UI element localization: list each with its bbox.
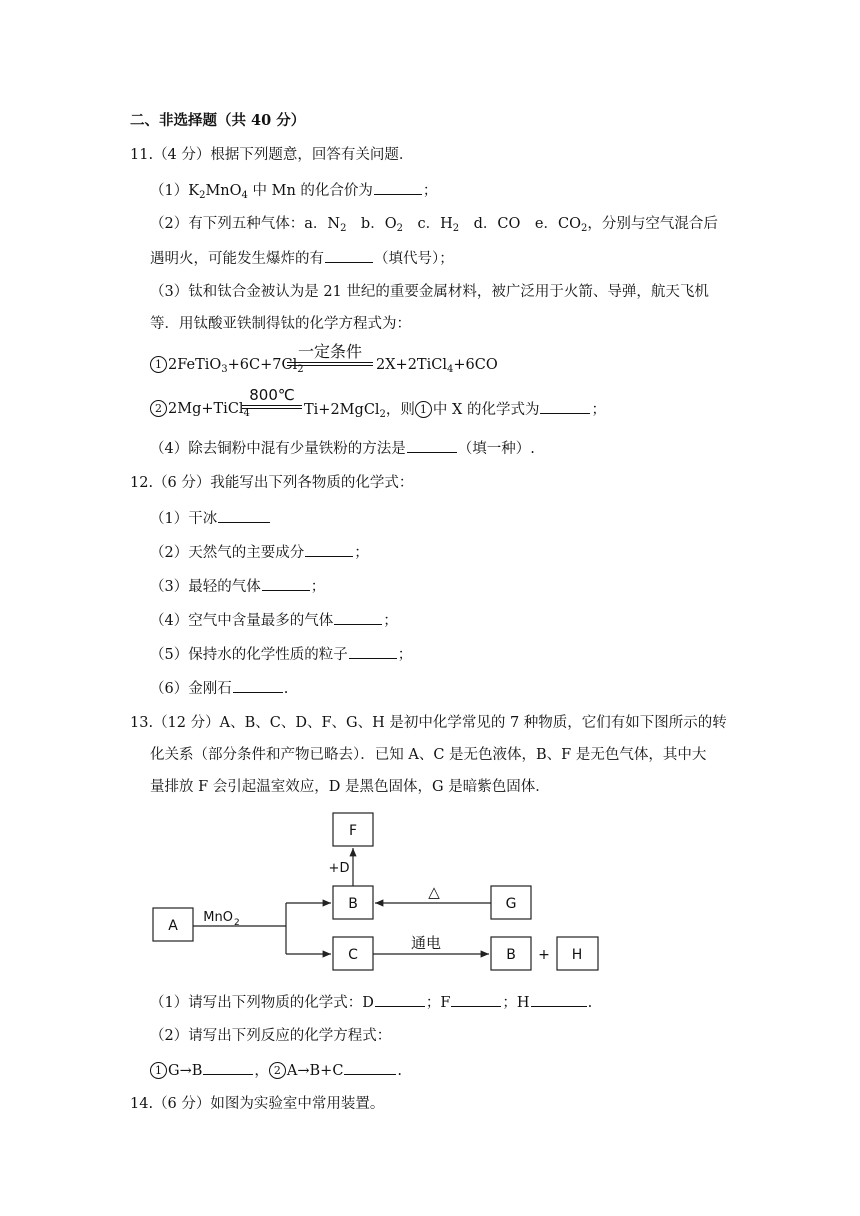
q12-item: （2）天然气的主要成分 ； <box>150 542 369 563</box>
label-electrolysis: 通电 <box>410 934 442 952</box>
box-h-label: H <box>571 947 583 963</box>
q13-number: 13. <box>130 715 154 731</box>
circled-number: 2 <box>150 400 167 417</box>
box-c-label: C <box>348 947 358 963</box>
label-mno2-sub: 2 <box>234 918 240 928</box>
circled-number: 1 <box>150 356 167 373</box>
circled-number: 2 <box>269 1062 286 1079</box>
q12-item: （3）最轻的气体 ； <box>150 576 325 597</box>
answer-blank[interactable] <box>344 1060 396 1075</box>
q13-stem-line3: 量排放 F 会引起温室效应，D 是黑色固体，G 是暗紫色固体． <box>150 779 550 795</box>
equation-1-right: 2X+2TiCl$_4$+6CO <box>376 357 498 375</box>
box-g-label: G <box>505 896 517 912</box>
q14-number: 14. <box>130 1096 154 1112</box>
q13-sub2-equations: 1 G→B ， 2 A→B+C . <box>150 1060 402 1081</box>
q11-part2-line2: 遇明火，可能发生爆炸的有 （填代号）； <box>150 248 454 269</box>
answer-blank[interactable] <box>375 992 425 1007</box>
equation-2: 2 2Mg+TiCl$_4$ <box>150 399 250 419</box>
q11-part3-line1: （3）钛和钛合金被认为是 21 世纪的重要金属材料，被广泛用于火箭、导弹，航天飞机 <box>150 284 709 300</box>
label-delta: △ <box>428 883 440 901</box>
q12-text: 我能写出下列各物质的化学式： <box>210 475 414 491</box>
q11-number: 11. <box>130 147 154 163</box>
q13-sub1: （1）请写出下列物质的化学式：D ；F ；H . <box>150 992 592 1013</box>
q14-score: （6 分） <box>153 1096 211 1112</box>
equation-1: 1 $2FeTiO_3+6C+7Cl_2$ <box>150 355 304 375</box>
label-plus-d: +D <box>328 861 350 876</box>
answer-blank[interactable] <box>531 992 587 1007</box>
answer-blank[interactable] <box>203 1060 253 1075</box>
q14-text: 如图为实验室中常用装置。 <box>210 1096 385 1112</box>
equation-2-condition: 800℃ <box>249 386 295 404</box>
answer-blank[interactable] <box>451 992 501 1007</box>
q11-part4: （4）除去铜粉中混有少量铁粉的方法是 （填一种）. <box>150 438 535 459</box>
q12-score: （6 分） <box>153 475 211 491</box>
section-title: 二、非选择题（共 40 分） <box>130 112 306 129</box>
q12-item: （4）空气中含量最多的气体 ； <box>150 610 398 631</box>
box-b2-label: B <box>506 947 516 963</box>
q11-score: （4 分） <box>153 147 211 163</box>
label-plus: + <box>538 947 550 963</box>
q11-part2-line1: （2）有下列五种气体：a．$N_2$ b．$O_2$ c．$H_2$ d．CO e．$CO_2$，分别与空气混合后 <box>150 216 718 234</box>
q11-part1: $(1)K_2MnO_4$ 中 Mn 的化合价为 ； <box>150 180 437 201</box>
label-mno2: MnO <box>203 910 233 925</box>
circled-number: 1 <box>415 401 432 418</box>
q12-item: （6）金刚石 . <box>150 678 288 699</box>
box-b-label: B <box>348 896 358 912</box>
q13-sub2: （2）请写出下列反应的化学方程式： <box>150 1028 392 1044</box>
circled-number: 1 <box>150 1062 167 1079</box>
q13-stem-line2: 化关系（部分条件和产物已略去）．已知 A、C 是无色液体，B、F 是无色气体，其中大 <box>150 747 707 763</box>
equation-1-condition: 一定条件 <box>297 342 362 361</box>
q14-stem <box>130 1094 384 1114</box>
box-a-label: A <box>168 918 178 934</box>
q12-item: （5）保持水的化学性质的粒子 ； <box>150 644 412 665</box>
q13-score: （12 分） <box>153 715 220 731</box>
q11-part3-line2: 等．用钛酸亚铁制得钛的化学方程式为： <box>150 316 411 332</box>
q12-number: 12. <box>130 475 154 491</box>
q12-item: （1）干冰 <box>150 508 271 529</box>
q13-stem-line1: 13.（12 分）A、B、C、D、F、G、H 是初中化学常见的 7 种物质，它们有如下图所示的转 <box>130 715 727 731</box>
box-f-label: F <box>348 823 358 839</box>
equation-2-right: Ti+2MgCl$_2$，则 1 中 X 的化学式为 ； <box>304 399 606 420</box>
q11-text: 根据下列题意，回答有关问题． <box>210 147 414 163</box>
